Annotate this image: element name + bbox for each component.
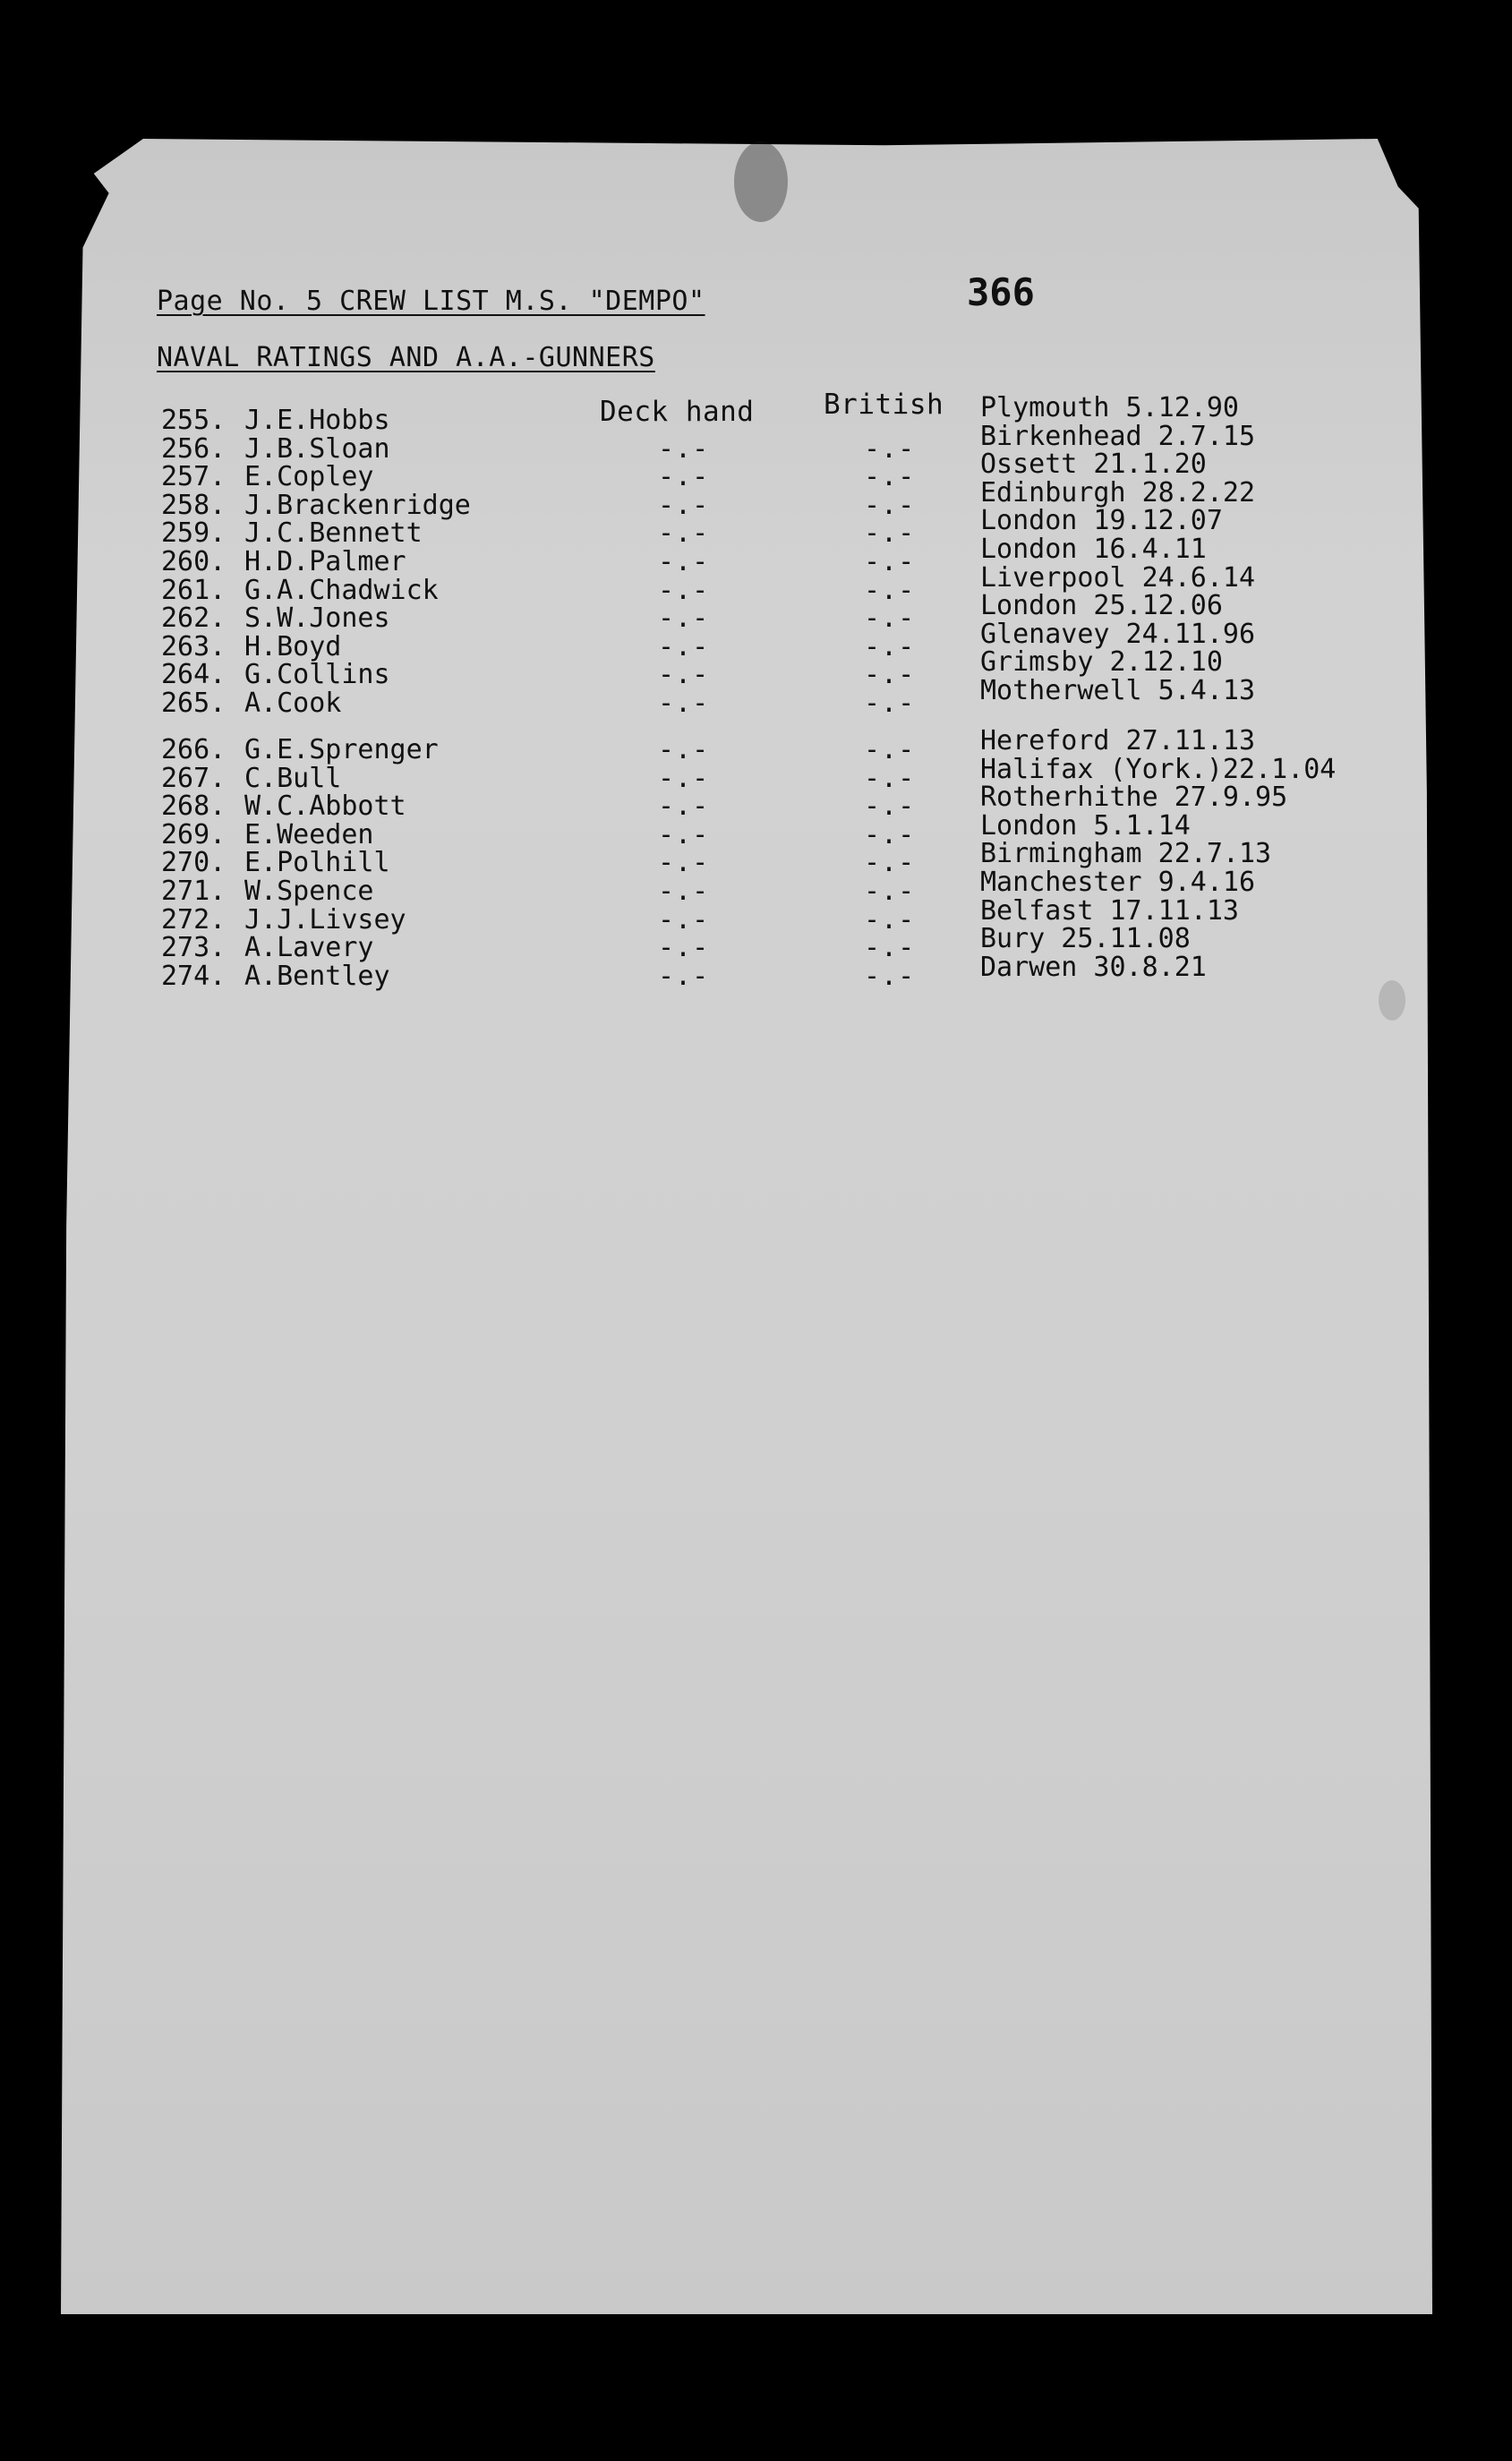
crew-birthplace-date: Plymouth 5.12.90 bbox=[980, 392, 1239, 423]
crew-name: W.C.Abbott bbox=[244, 790, 406, 823]
crew-name: J.E.Hobbs bbox=[244, 405, 390, 436]
crew-birthplace-date: London 16.4.11 bbox=[980, 534, 1207, 565]
crew-nationality: -.- bbox=[864, 546, 916, 577]
crew-name: J.Brackenridge bbox=[244, 489, 471, 521]
crew-occupation: -.- bbox=[658, 659, 710, 691]
crew-name: A.Cook bbox=[244, 688, 342, 719]
crew-number: 259. bbox=[161, 517, 226, 550]
crew-number: 265. bbox=[161, 688, 226, 719]
crew-number: 257. bbox=[161, 461, 226, 493]
crew-name: A.Lavery bbox=[244, 932, 374, 964]
crew-name: G.Collins bbox=[244, 659, 390, 691]
column-header-occupation: Deck hand bbox=[600, 396, 755, 428]
crew-nationality: -.- bbox=[864, 688, 916, 719]
crew-nationality: -.- bbox=[864, 847, 916, 879]
crew-name: S.W.Jones bbox=[244, 602, 390, 635]
crew-name: E.Weeden bbox=[244, 818, 374, 850]
crew-number: 268. bbox=[161, 790, 226, 823]
crew-number: 271. bbox=[161, 876, 226, 907]
crew-nationality: -.- bbox=[864, 517, 916, 550]
crew-name: G.E.Sprenger bbox=[244, 734, 439, 765]
crew-number: 263. bbox=[161, 630, 226, 662]
crew-occupation: -.- bbox=[658, 432, 710, 465]
crew-nationality: -.- bbox=[864, 659, 916, 691]
crew-birthplace-date: Motherwell 5.4.13 bbox=[980, 675, 1256, 706]
crew-name: J.J.Livsey bbox=[244, 903, 406, 936]
crew-birthplace-date: Birmingham 22.7.13 bbox=[980, 838, 1272, 870]
crew-nationality: -.- bbox=[864, 461, 916, 493]
crew-birthplace-date: Glenavey 24.11.96 bbox=[980, 618, 1256, 650]
crew-number: 258. bbox=[161, 489, 226, 521]
crew-birthplace-date: Rotherhithe 27.9.95 bbox=[980, 782, 1288, 814]
crew-name: G.A.Chadwick bbox=[244, 574, 439, 606]
crew-occupation: -.- bbox=[658, 489, 710, 521]
crew-birthplace-date: London 5.1.14 bbox=[980, 809, 1191, 842]
crew-number: 270. bbox=[161, 847, 226, 879]
crew-name: E.Copley bbox=[244, 461, 374, 493]
page-header: Page No. 5 CREW LIST M.S. "DEMPO" bbox=[157, 286, 705, 317]
section-title: NAVAL RATINGS AND A.A.-GUNNERS bbox=[157, 342, 655, 373]
crew-nationality: -.- bbox=[864, 960, 916, 992]
crew-occupation: -.- bbox=[658, 790, 710, 823]
crew-nationality: -.- bbox=[864, 932, 916, 964]
crew-nationality: -.- bbox=[864, 489, 916, 521]
crew-nationality: -.- bbox=[864, 876, 916, 907]
crew-birthplace-date: London 25.12.06 bbox=[980, 590, 1223, 622]
crew-birthplace-date: Edinburgh 28.2.22 bbox=[980, 476, 1256, 508]
crew-number: 273. bbox=[161, 932, 226, 964]
crew-occupation: -.- bbox=[658, 847, 710, 879]
crew-birthplace-date: Birkenhead 2.7.15 bbox=[980, 420, 1256, 452]
crew-nationality: -.- bbox=[864, 790, 916, 823]
crew-birthplace-date: London 19.12.07 bbox=[980, 505, 1223, 537]
crew-occupation: -.- bbox=[658, 818, 710, 850]
crew-number: 266. bbox=[161, 734, 226, 765]
crew-number: 262. bbox=[161, 602, 226, 635]
crew-number: 255. bbox=[161, 405, 226, 436]
folio-number: 366 bbox=[967, 270, 1035, 314]
crew-nationality: -.- bbox=[864, 602, 916, 635]
crew-nationality: -.- bbox=[864, 903, 916, 936]
crew-occupation: -.- bbox=[658, 932, 710, 964]
crew-occupation: -.- bbox=[658, 960, 710, 992]
crew-name: J.C.Bennett bbox=[244, 517, 423, 550]
crew-number: 256. bbox=[161, 432, 226, 465]
column-header-nationality: British bbox=[824, 389, 944, 421]
crew-number: 267. bbox=[161, 762, 226, 794]
crew-name: A.Bentley bbox=[244, 960, 390, 992]
crew-occupation: -.- bbox=[658, 630, 710, 662]
crew-occupation: -.- bbox=[658, 734, 710, 765]
crew-occupation: -.- bbox=[658, 688, 710, 719]
crew-nationality: -.- bbox=[864, 630, 916, 662]
crew-number: 274. bbox=[161, 960, 226, 992]
crew-birthplace-date: Grimsby 2.12.10 bbox=[980, 646, 1223, 679]
crew-nationality: -.- bbox=[864, 432, 916, 465]
crew-birthplace-date: Darwen 30.8.21 bbox=[980, 951, 1207, 983]
crew-birthplace-date: Hereford 27.11.13 bbox=[980, 725, 1256, 756]
crew-name: H.Boyd bbox=[244, 630, 342, 662]
crew-nationality: -.- bbox=[864, 734, 916, 765]
crew-occupation: -.- bbox=[658, 903, 710, 936]
crew-nationality: -.- bbox=[864, 574, 916, 606]
crew-nationality: -.- bbox=[864, 762, 916, 794]
crew-number: 261. bbox=[161, 574, 226, 606]
crew-birthplace-date: Liverpool 24.6.14 bbox=[980, 561, 1256, 594]
paper-stain bbox=[734, 141, 788, 222]
crew-birthplace-date: Manchester 9.4.16 bbox=[980, 867, 1256, 898]
crew-number: 272. bbox=[161, 903, 226, 936]
crew-birthplace-date: Bury 25.11.08 bbox=[980, 923, 1191, 955]
crew-name: J.B.Sloan bbox=[244, 432, 390, 465]
crew-occupation: -.- bbox=[658, 461, 710, 493]
crew-occupation: -.- bbox=[658, 546, 710, 577]
crew-number: 269. bbox=[161, 818, 226, 850]
crew-name: W.Spence bbox=[244, 876, 374, 907]
crew-number: 260. bbox=[161, 546, 226, 577]
crew-name: H.D.Palmer bbox=[244, 546, 406, 577]
crew-occupation: -.- bbox=[658, 762, 710, 794]
crew-occupation: -.- bbox=[658, 876, 710, 907]
crew-nationality: -.- bbox=[864, 818, 916, 850]
crew-occupation: -.- bbox=[658, 602, 710, 635]
paper-stain bbox=[1379, 980, 1405, 1021]
crew-name: C.Bull bbox=[244, 762, 342, 794]
crew-occupation: -.- bbox=[658, 517, 710, 550]
crew-name: E.Polhill bbox=[244, 847, 390, 879]
crew-occupation: -.- bbox=[658, 574, 710, 606]
crew-birthplace-date: Belfast 17.11.13 bbox=[980, 894, 1239, 927]
crew-birthplace-date: Halifax (York.)22.1.04 bbox=[980, 753, 1337, 785]
crew-birthplace-date: Ossett 21.1.20 bbox=[980, 449, 1207, 481]
crew-number: 264. bbox=[161, 659, 226, 691]
